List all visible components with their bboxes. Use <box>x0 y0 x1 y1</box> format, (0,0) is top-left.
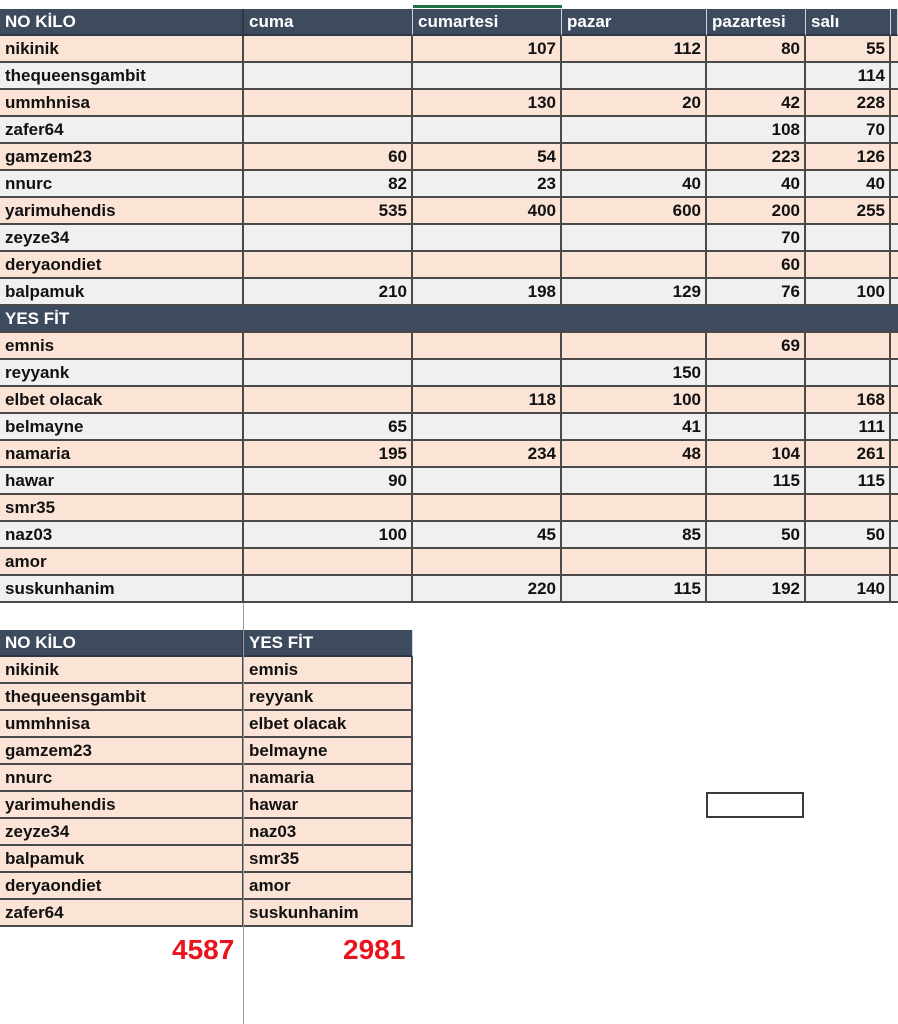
value-cell-cumartesi[interactable] <box>413 549 562 576</box>
value-cell-cumartesi[interactable]: 130 <box>413 90 562 117</box>
value-cell-pazartesi[interactable] <box>707 414 806 441</box>
header-cell-cumartesi[interactable]: cumartesi <box>413 9 562 36</box>
header-cell-sali[interactable]: salı <box>806 9 891 36</box>
summary-cell-yes-fit[interactable]: amor <box>244 873 413 900</box>
value-cell-cuma[interactable] <box>244 387 413 414</box>
value-cell-pazar[interactable]: 85 <box>562 522 707 549</box>
value-cell-sali[interactable]: 126 <box>806 144 891 171</box>
row-name-cell[interactable]: namaria <box>0 441 244 468</box>
row-name-cell[interactable]: elbet olacak <box>0 387 244 414</box>
summary-cell-yes-fit[interactable]: namaria <box>244 765 413 792</box>
row-name-cell[interactable]: zafer64 <box>0 117 244 144</box>
value-cell-pazartesi[interactable] <box>707 549 806 576</box>
table-row <box>0 576 898 603</box>
value-cell-sali[interactable]: 114 <box>806 63 891 90</box>
value-cell-pazartesi[interactable]: 42 <box>707 90 806 117</box>
value-cell-cuma[interactable] <box>244 117 413 144</box>
value-cell-pazar[interactable] <box>562 549 707 576</box>
header-cell-next[interactable] <box>891 9 898 36</box>
header-cell-name[interactable]: NO KİLO <box>0 9 244 36</box>
value-cell-next[interactable] <box>891 225 898 252</box>
value-cell-cuma[interactable] <box>244 495 413 522</box>
selected-cell[interactable] <box>706 792 804 818</box>
value-cell-cuma[interactable] <box>244 333 413 360</box>
value-cell-pazar[interactable] <box>562 495 707 522</box>
value-cell-next[interactable] <box>891 36 898 63</box>
summary-cell-yes-fit[interactable]: suskunhanim <box>244 900 413 927</box>
value-cell-cuma[interactable]: 90 <box>244 468 413 495</box>
value-cell-next[interactable] <box>891 333 898 360</box>
row-name-cell[interactable]: yarimuhendis <box>0 198 244 225</box>
value-cell-sali[interactable]: 70 <box>806 117 891 144</box>
section-cell[interactable] <box>707 306 806 333</box>
value-cell-next[interactable] <box>891 90 898 117</box>
value-cell-cumartesi[interactable] <box>413 360 562 387</box>
value-cell-pazar[interactable] <box>562 252 707 279</box>
table-row <box>0 333 898 360</box>
value-cell-pazartesi[interactable]: 223 <box>707 144 806 171</box>
table-row <box>0 495 898 522</box>
value-cell-sali[interactable]: 168 <box>806 387 891 414</box>
value-cell-pazartesi[interactable]: 115 <box>707 468 806 495</box>
value-cell-cuma[interactable]: 210 <box>244 279 413 306</box>
table-row <box>0 198 898 225</box>
value-cell-pazar[interactable]: 150 <box>562 360 707 387</box>
value-cell-next[interactable] <box>891 63 898 90</box>
value-cell-cuma[interactable]: 65 <box>244 414 413 441</box>
section-cell[interactable] <box>806 306 891 333</box>
value-cell-cumartesi[interactable] <box>413 333 562 360</box>
row-name-cell[interactable]: nikinik <box>0 36 244 63</box>
row-name-cell[interactable]: smr35 <box>0 495 244 522</box>
value-cell-sali[interactable]: 55 <box>806 36 891 63</box>
value-cell-next[interactable] <box>891 360 898 387</box>
value-cell-next[interactable] <box>891 576 898 603</box>
row-name-cell[interactable]: amor <box>0 549 244 576</box>
total-no-kilo[interactable]: 4587 <box>172 934 235 965</box>
header-cell-pazartesi[interactable]: pazartesi <box>707 9 806 36</box>
summary-cell-no-kilo[interactable]: balpamuk <box>0 846 244 873</box>
value-cell-next[interactable] <box>891 252 898 279</box>
value-cell-next[interactable] <box>891 144 898 171</box>
value-cell-cumartesi[interactable] <box>413 117 562 144</box>
summary-cell-yes-fit[interactable]: naz03 <box>244 819 413 846</box>
summary-header-row <box>0 630 414 657</box>
value-cell-pazartesi[interactable]: 108 <box>707 117 806 144</box>
value-cell-sali[interactable]: 255 <box>806 198 891 225</box>
summary-header-yes-fit[interactable]: YES FİT <box>244 630 413 657</box>
section-cell[interactable] <box>413 306 562 333</box>
value-cell-cumartesi[interactable]: 23 <box>413 171 562 198</box>
header-row <box>0 9 898 36</box>
table-row <box>0 522 898 549</box>
column-selection-indicator <box>413 5 562 8</box>
value-cell-sali[interactable] <box>806 333 891 360</box>
summary-row <box>0 792 414 819</box>
summary-row <box>0 657 414 684</box>
row-name-cell[interactable]: deryaondiet <box>0 252 244 279</box>
table-row <box>0 90 898 117</box>
summary-row <box>0 738 414 765</box>
value-cell-cumartesi[interactable] <box>413 252 562 279</box>
row-name-cell[interactable]: balpamuk <box>0 279 244 306</box>
value-cell-cuma[interactable] <box>244 90 413 117</box>
value-cell-pazartesi[interactable]: 50 <box>707 522 806 549</box>
row-name-cell[interactable]: nnurc <box>0 171 244 198</box>
value-cell-next[interactable] <box>891 387 898 414</box>
value-cell-next[interactable] <box>891 495 898 522</box>
value-cell-pazartesi[interactable]: 69 <box>707 333 806 360</box>
row-name-cell[interactable]: suskunhanim <box>0 576 244 603</box>
value-cell-cuma[interactable]: 60 <box>244 144 413 171</box>
value-cell-pazar[interactable] <box>562 144 707 171</box>
row-name-cell[interactable]: hawar <box>0 468 244 495</box>
value-cell-cumartesi[interactable] <box>413 225 562 252</box>
summary-cell-yes-fit[interactable]: belmayne <box>244 738 413 765</box>
table-row <box>0 171 898 198</box>
summary-cell-yes-fit[interactable]: emnis <box>244 657 413 684</box>
summary-cell-no-kilo[interactable]: zafer64 <box>0 900 244 927</box>
header-cell-cuma[interactable]: cuma <box>244 9 413 36</box>
summary-row <box>0 873 414 900</box>
summary-cell-yes-fit[interactable]: reyyank <box>244 684 413 711</box>
value-cell-cuma[interactable] <box>244 252 413 279</box>
value-cell-next[interactable] <box>891 468 898 495</box>
value-cell-pazar[interactable] <box>562 225 707 252</box>
value-cell-cumartesi[interactable]: 234 <box>413 441 562 468</box>
value-cell-sali[interactable] <box>806 360 891 387</box>
row-name-cell[interactable]: emnis <box>0 333 244 360</box>
value-cell-pazartesi[interactable]: 200 <box>707 198 806 225</box>
value-cell-pazar[interactable] <box>562 333 707 360</box>
table-row <box>0 252 898 279</box>
value-cell-sali[interactable]: 100 <box>806 279 891 306</box>
total-yes-fit[interactable]: 2981 <box>343 934 406 965</box>
row-name-cell[interactable]: belmayne <box>0 414 244 441</box>
value-cell-pazar[interactable]: 129 <box>562 279 707 306</box>
value-cell-pazar[interactable]: 48 <box>562 441 707 468</box>
value-cell-sali[interactable] <box>806 495 891 522</box>
table-row <box>0 144 898 171</box>
row-name-cell[interactable]: thequeensgambit <box>0 63 244 90</box>
value-cell-next[interactable] <box>891 117 898 144</box>
value-cell-cuma[interactable] <box>244 63 413 90</box>
value-cell-pazar[interactable]: 600 <box>562 198 707 225</box>
value-cell-pazartesi[interactable]: 60 <box>707 252 806 279</box>
value-cell-cumartesi[interactable]: 54 <box>413 144 562 171</box>
value-cell-cumartesi[interactable]: 45 <box>413 522 562 549</box>
column-gridline <box>243 603 244 1024</box>
value-cell-cuma[interactable] <box>244 549 413 576</box>
summary-cell-no-kilo[interactable]: yarimuhendis <box>0 792 244 819</box>
value-cell-pazartesi[interactable]: 76 <box>707 279 806 306</box>
row-name-cell[interactable]: naz03 <box>0 522 244 549</box>
section-cell[interactable] <box>244 306 413 333</box>
value-cell-pazar[interactable] <box>562 468 707 495</box>
summary-header-no-kilo[interactable]: NO KİLO <box>0 630 244 657</box>
table-row <box>0 414 898 441</box>
row-name-cell[interactable]: gamzem23 <box>0 144 244 171</box>
value-cell-cumartesi[interactable]: 400 <box>413 198 562 225</box>
summary-row <box>0 684 414 711</box>
value-cell-next[interactable] <box>891 522 898 549</box>
value-cell-next[interactable] <box>891 171 898 198</box>
summary-cell-no-kilo[interactable]: nikinik <box>0 657 244 684</box>
value-cell-cumartesi[interactable]: 107 <box>413 36 562 63</box>
summary-cell-no-kilo[interactable]: deryaondiet <box>0 873 244 900</box>
summary-row <box>0 846 414 873</box>
value-cell-cumartesi[interactable] <box>413 414 562 441</box>
value-cell-cumartesi[interactable] <box>413 495 562 522</box>
section-cell[interactable] <box>891 306 898 333</box>
table-row <box>0 225 898 252</box>
row-name-cell[interactable]: ummhnisa <box>0 90 244 117</box>
value-cell-cumartesi[interactable] <box>413 468 562 495</box>
value-cell-cumartesi[interactable] <box>413 63 562 90</box>
value-cell-cuma[interactable] <box>244 36 413 63</box>
row-name-cell[interactable]: reyyank <box>0 360 244 387</box>
value-cell-sali[interactable]: 261 <box>806 441 891 468</box>
table-row <box>0 117 898 144</box>
header-cell-pazar[interactable]: pazar <box>562 9 707 36</box>
value-cell-sali[interactable]: 40 <box>806 171 891 198</box>
value-cell-pazar[interactable]: 40 <box>562 171 707 198</box>
summary-row <box>0 711 414 738</box>
table-row <box>0 468 898 495</box>
value-cell-next[interactable] <box>891 441 898 468</box>
value-cell-pazar[interactable]: 100 <box>562 387 707 414</box>
value-cell-cumartesi[interactable]: 198 <box>413 279 562 306</box>
table-row <box>0 360 898 387</box>
value-cell-sali[interactable]: 115 <box>806 468 891 495</box>
value-cell-cuma[interactable]: 82 <box>244 171 413 198</box>
value-cell-pazar[interactable]: 20 <box>562 90 707 117</box>
value-cell-cumartesi[interactable]: 118 <box>413 387 562 414</box>
section-label[interactable]: YES FİT <box>0 306 244 333</box>
value-cell-pazartesi[interactable] <box>707 360 806 387</box>
summary-cell-yes-fit[interactable]: elbet olacak <box>244 711 413 738</box>
value-cell-sali[interactable]: 228 <box>806 90 891 117</box>
value-cell-pazar[interactable]: 115 <box>562 576 707 603</box>
value-cell-pazartesi[interactable] <box>707 387 806 414</box>
value-cell-sali[interactable]: 140 <box>806 576 891 603</box>
table-row <box>0 441 898 468</box>
value-cell-cuma[interactable]: 100 <box>244 522 413 549</box>
value-cell-next[interactable] <box>891 279 898 306</box>
value-cell-cuma[interactable]: 195 <box>244 441 413 468</box>
summary-cell-no-kilo[interactable]: ummhnisa <box>0 711 244 738</box>
value-cell-cumartesi[interactable]: 220 <box>413 576 562 603</box>
value-cell-pazar[interactable] <box>562 63 707 90</box>
section-cell[interactable] <box>562 306 707 333</box>
summary-row <box>0 900 414 927</box>
value-cell-sali[interactable] <box>806 252 891 279</box>
table-row <box>0 63 898 90</box>
value-cell-cuma[interactable] <box>244 225 413 252</box>
value-cell-pazartesi[interactable] <box>707 495 806 522</box>
table-row <box>0 36 898 63</box>
value-cell-pazar[interactable] <box>562 117 707 144</box>
summary-cell-no-kilo[interactable]: thequeensgambit <box>0 684 244 711</box>
section-row-yes-fit <box>0 306 898 333</box>
value-cell-pazartesi[interactable]: 70 <box>707 225 806 252</box>
summary-cell-no-kilo[interactable]: nnurc <box>0 765 244 792</box>
summary-cell-no-kilo[interactable]: zeyze34 <box>0 819 244 846</box>
value-cell-pazar[interactable]: 41 <box>562 414 707 441</box>
value-cell-pazartesi[interactable]: 192 <box>707 576 806 603</box>
value-cell-sali[interactable]: 50 <box>806 522 891 549</box>
value-cell-cuma[interactable]: 535 <box>244 198 413 225</box>
summary-row <box>0 765 414 792</box>
summary-cell-no-kilo[interactable]: gamzem23 <box>0 738 244 765</box>
table-row <box>0 549 898 576</box>
value-cell-next[interactable] <box>891 549 898 576</box>
summary-row <box>0 819 414 846</box>
value-cell-cuma[interactable] <box>244 576 413 603</box>
value-cell-pazartesi[interactable]: 40 <box>707 171 806 198</box>
value-cell-pazartesi[interactable]: 80 <box>707 36 806 63</box>
value-cell-sali[interactable] <box>806 225 891 252</box>
value-cell-pazartesi[interactable]: 104 <box>707 441 806 468</box>
value-cell-sali[interactable]: 111 <box>806 414 891 441</box>
row-name-cell[interactable]: zeyze34 <box>0 225 244 252</box>
summary-cell-yes-fit[interactable]: hawar <box>244 792 413 819</box>
value-cell-pazartesi[interactable] <box>707 63 806 90</box>
value-cell-cuma[interactable] <box>244 360 413 387</box>
value-cell-next[interactable] <box>891 198 898 225</box>
summary-cell-yes-fit[interactable]: smr35 <box>244 846 413 873</box>
value-cell-sali[interactable] <box>806 549 891 576</box>
value-cell-next[interactable] <box>891 414 898 441</box>
table-row <box>0 279 898 306</box>
value-cell-pazar[interactable]: 112 <box>562 36 707 63</box>
table-row <box>0 387 898 414</box>
